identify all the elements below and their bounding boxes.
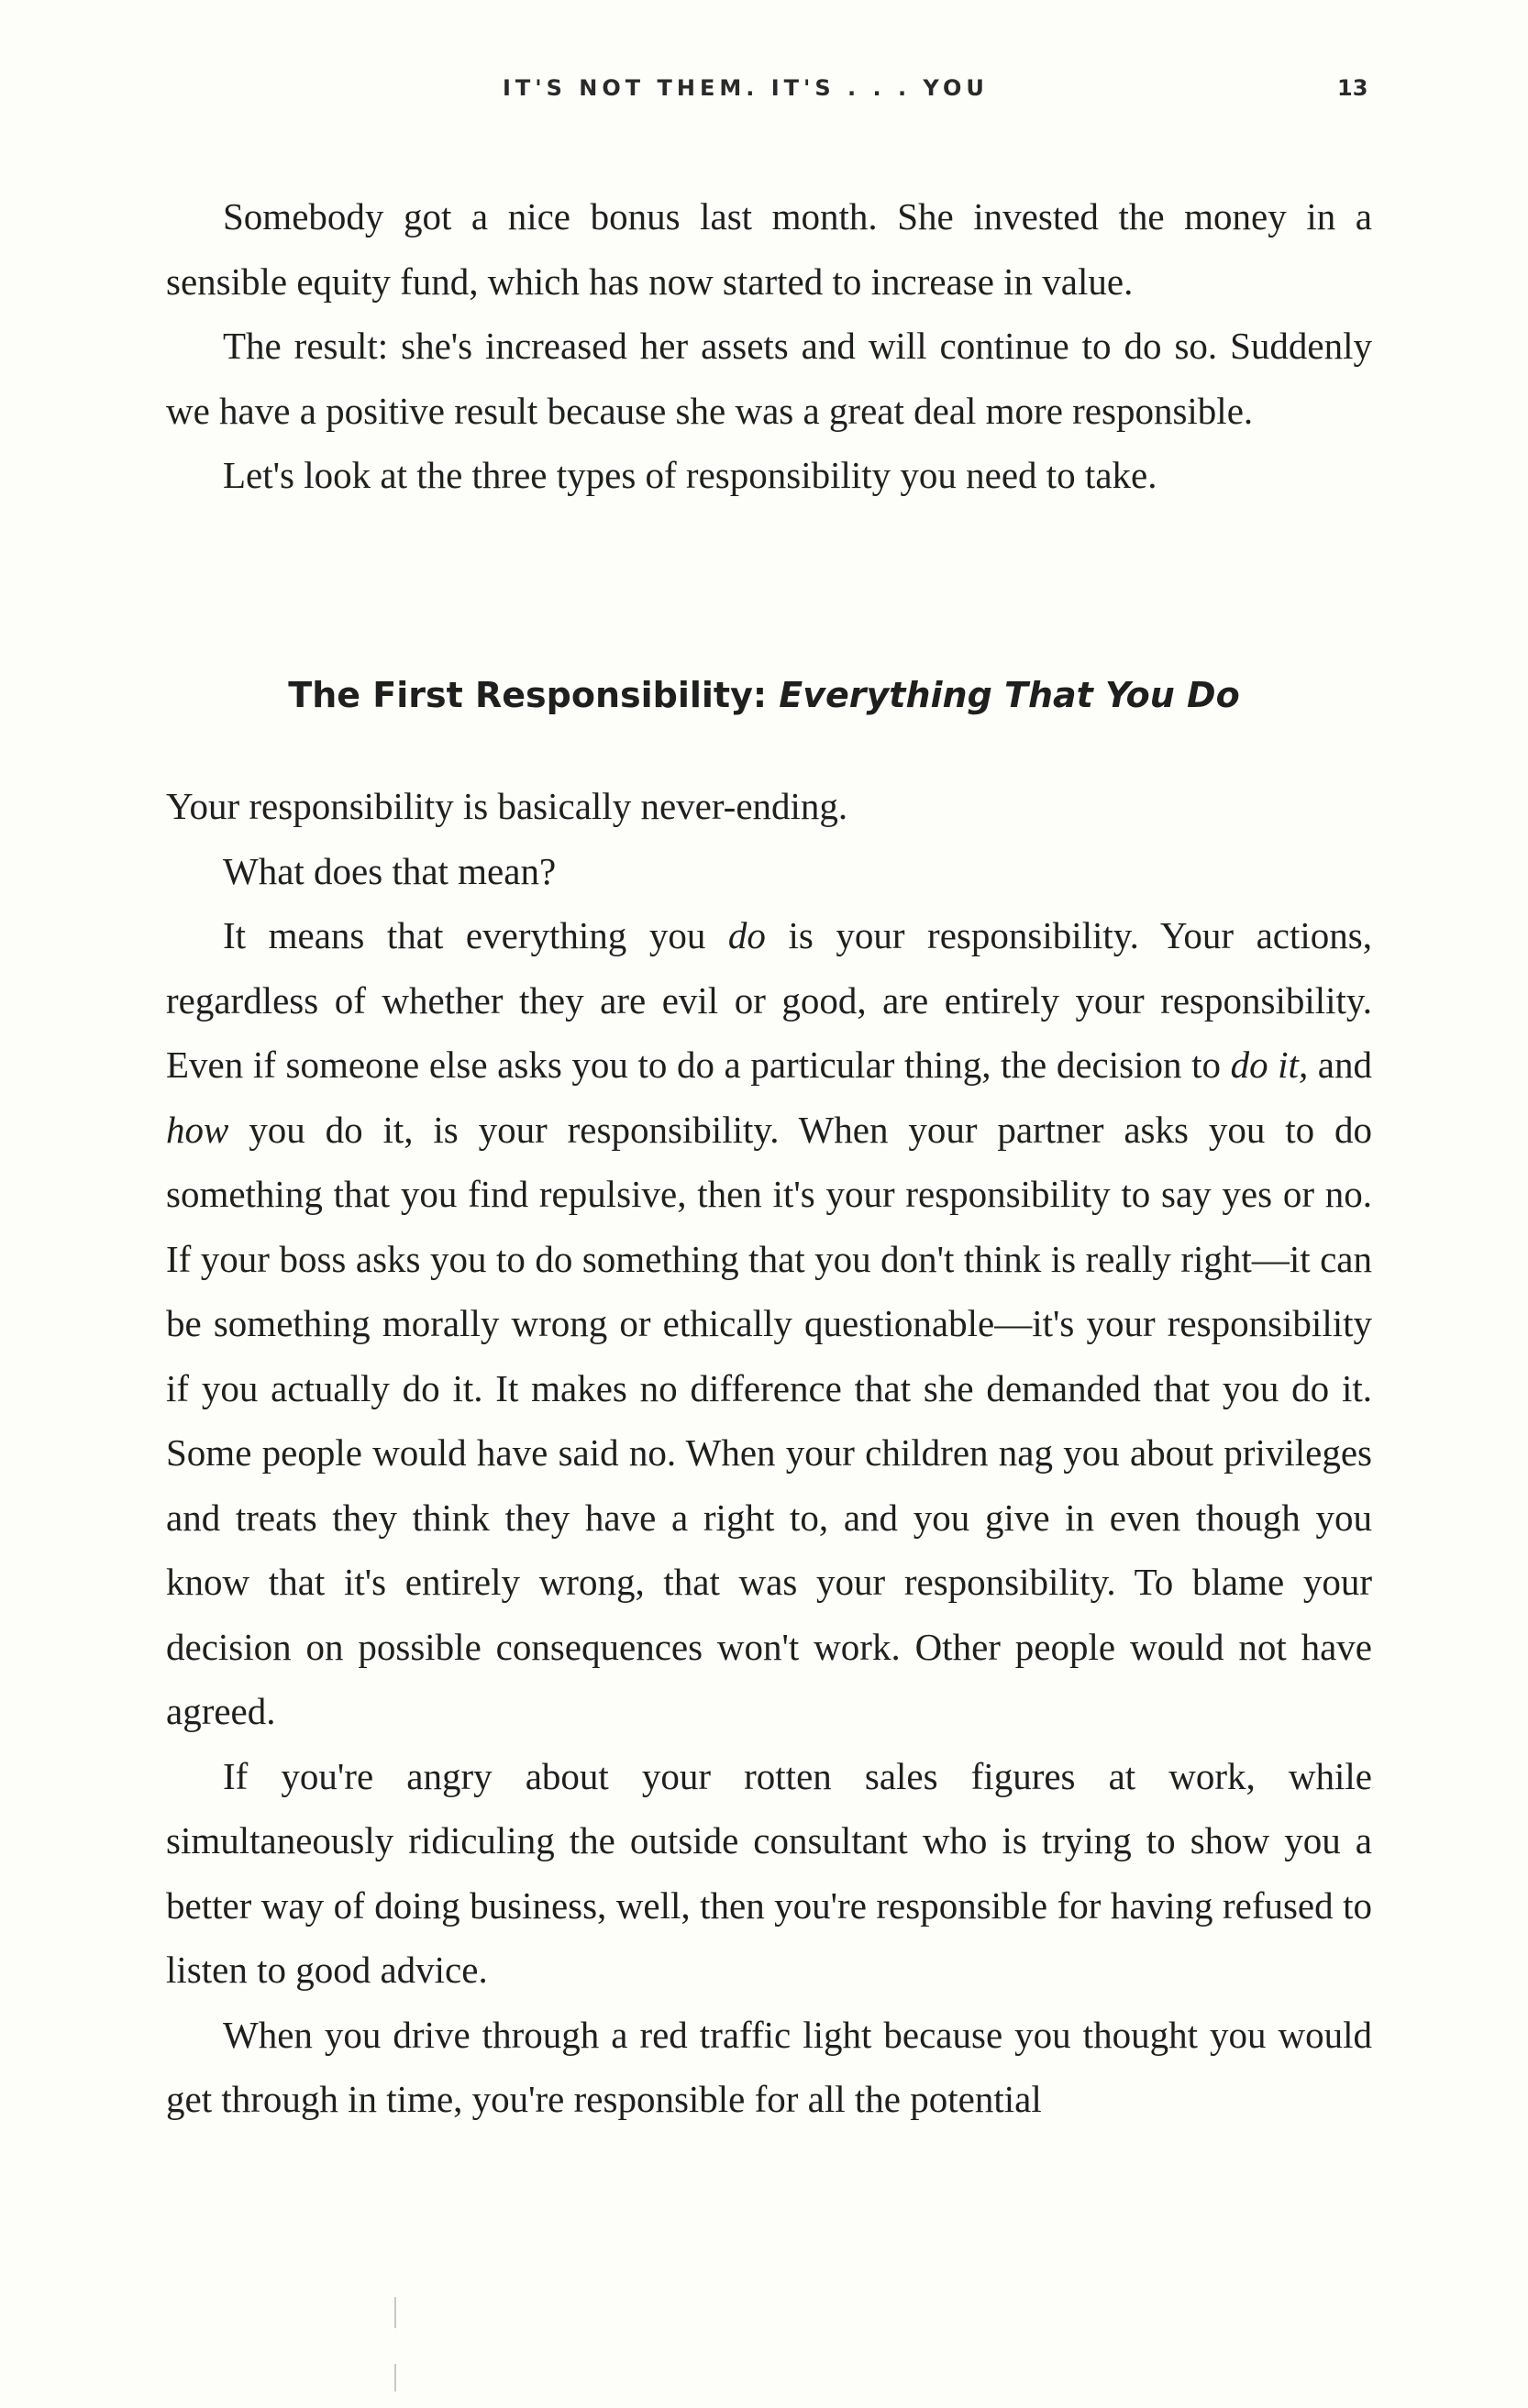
scan-artifact	[394, 2364, 396, 2391]
paragraph: When you drive through a red traffic light because you thought you would get through in time, you're responsible for all the potential	[166, 2013, 1372, 2120]
italic-run: do it,	[1230, 1044, 1309, 1086]
paragraph	[166, 903, 1372, 1744]
text-run: and	[1308, 1044, 1372, 1086]
italic-run: how	[166, 1108, 229, 1151]
section-heading-plain: The First Responsibility:	[288, 675, 780, 715]
paragraph: Somebody got a nice bonus last month. She invested the money in a sensible equity fund, which has now started to increase in value.	[166, 195, 1372, 303]
paragraph: If you're angry about your rotten sales figures at work, while simultaneously ridiculing the outside consultant who is trying to show you a better way of doing business, well, then you're responsible for having refused to listen to good advice.	[166, 1754, 1372, 1991]
paragraph: What does that mean?	[223, 849, 557, 892]
section-text	[166, 774, 1372, 2132]
running-head	[0, 75, 1528, 112]
scan-artifact	[394, 2297, 396, 2328]
intro-text	[166, 184, 1372, 508]
paragraph: Your responsibility is basically never-ending.	[166, 785, 848, 827]
page-number: 13	[1337, 75, 1368, 101]
paragraph: Let's look at the three types of responsibility you need to take.	[223, 454, 1157, 496]
section-heading	[0, 675, 1528, 715]
text-run: It means that everything you	[223, 914, 728, 956]
italic-run: do	[727, 914, 766, 956]
running-head-title: IT'S NOT THEM. IT'S . . . YOU	[503, 75, 989, 101]
text-run: is your responsibility. Your actions, regardless of whether they are evil or good, are entirely your responsibility. Even if someone else asks you to do a particular thing, the decision to	[166, 914, 1372, 1086]
paragraph: The result: she's increased her assets and will continue to do so. Suddenly we have a positive result because she was a great deal more responsible.	[166, 325, 1372, 432]
text-run: you do it, is your responsibility. When your partner asks you to do something that you find repulsive, then it's your responsibility to say yes or no. If your boss asks you to do something that you don't think is really right—it can be something morally wrong or ethically questionable—it's your responsibility if you actually do it. It makes no difference that she demanded that you do it. Some people would have said no. When your children nag you about privileges and treats they think they have a right to, and you give in even though you know that it's entirely wrong, that was your responsibility. To blame your decision on possible consequences won't work. Other people would not have agreed.	[166, 1108, 1372, 1732]
section-heading-italic: Everything That You Do	[779, 675, 1240, 715]
